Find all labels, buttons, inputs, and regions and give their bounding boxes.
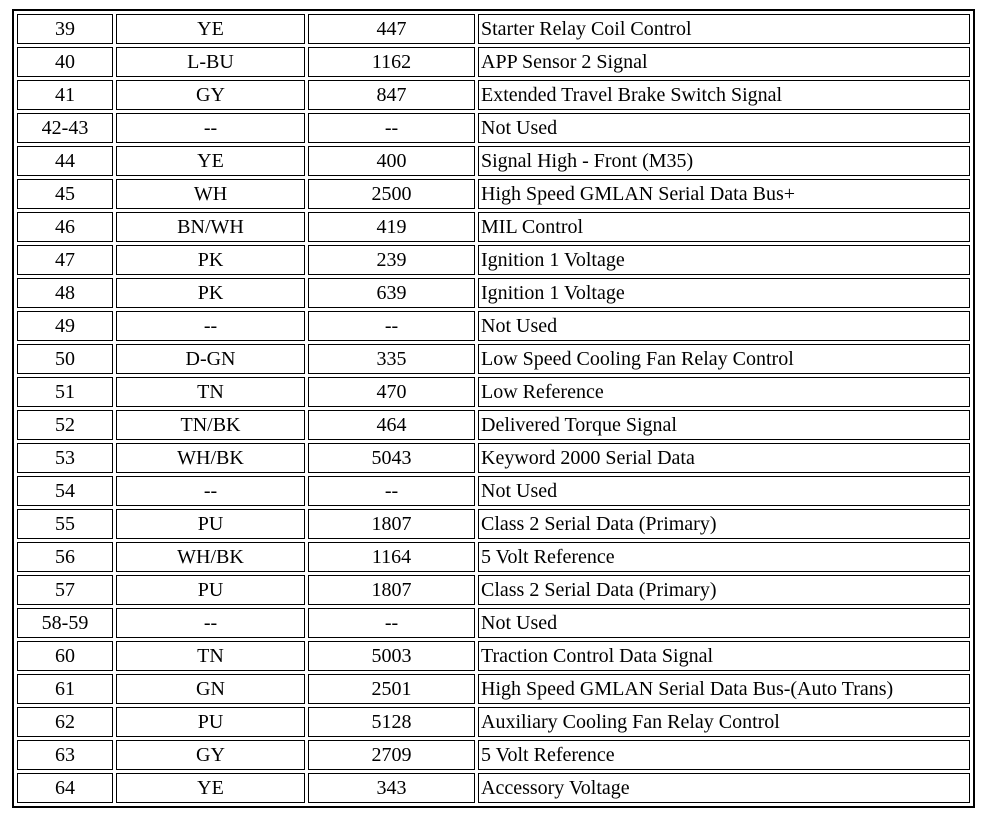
wire-color-cell: WH/BK [116,443,305,473]
wire-color-cell: WH [116,179,305,209]
circuit-number-cell: 1164 [308,542,475,572]
pin-function-cell: Ignition 1 Voltage [478,245,970,275]
circuit-number-cell: 419 [308,212,475,242]
table-row [17,707,970,737]
wire-color-cell: YE [116,773,305,803]
pin-number-cell: 57 [17,575,113,605]
circuit-number-cell: -- [308,608,475,638]
pin-function-cell: High Speed GMLAN Serial Data Bus-(Auto Trans) [478,674,970,704]
connector-pinout-table [12,9,975,808]
wire-color-cell: GY [116,740,305,770]
pin-number-cell: 50 [17,344,113,374]
table-row [17,608,970,638]
pin-number-cell: 53 [17,443,113,473]
circuit-number-cell: 2500 [308,179,475,209]
circuit-number-cell: 343 [308,773,475,803]
circuit-number-cell: 5128 [308,707,475,737]
circuit-number-cell: 639 [308,278,475,308]
wire-color-cell: YE [116,14,305,44]
table-row [17,542,970,572]
table-row [17,443,970,473]
pin-function-cell: Extended Travel Brake Switch Signal [478,80,970,110]
pin-number-cell: 55 [17,509,113,539]
pin-function-cell: Not Used [478,608,970,638]
table-row [17,575,970,605]
wire-color-cell: TN/BK [116,410,305,440]
table-row [17,740,970,770]
table-row [17,377,970,407]
wire-color-cell: PK [116,278,305,308]
table-row [17,410,970,440]
table-row [17,113,970,143]
pin-number-cell: 49 [17,311,113,341]
circuit-number-cell: 470 [308,377,475,407]
circuit-number-cell: 2501 [308,674,475,704]
wire-color-cell: TN [116,377,305,407]
circuit-number-cell: -- [308,311,475,341]
wire-color-cell: PK [116,245,305,275]
pin-function-cell: Auxiliary Cooling Fan Relay Control [478,707,970,737]
table-row [17,146,970,176]
pin-number-cell: 61 [17,674,113,704]
pin-number-cell: 60 [17,641,113,671]
pin-function-cell: Ignition 1 Voltage [478,278,970,308]
pin-number-cell: 47 [17,245,113,275]
wire-color-cell: -- [116,608,305,638]
wire-color-cell: -- [116,311,305,341]
table-row [17,674,970,704]
wire-color-cell: D-GN [116,344,305,374]
pin-number-cell: 54 [17,476,113,506]
pin-function-cell: Low Reference [478,377,970,407]
pinout-grid [14,11,973,806]
pin-function-cell: Low Speed Cooling Fan Relay Control [478,344,970,374]
pin-function-cell: Class 2 Serial Data (Primary) [478,509,970,539]
table-row [17,773,970,803]
table-row [17,311,970,341]
pin-function-cell: 5 Volt Reference [478,542,970,572]
pin-number-cell: 46 [17,212,113,242]
wire-color-cell: -- [116,476,305,506]
wire-color-cell: GY [116,80,305,110]
pin-function-cell: Class 2 Serial Data (Primary) [478,575,970,605]
pin-number-cell: 40 [17,47,113,77]
pin-function-cell: Signal High - Front (M35) [478,146,970,176]
pin-number-cell: 64 [17,773,113,803]
pin-function-cell: 5 Volt Reference [478,740,970,770]
pin-function-cell: Accessory Voltage [478,773,970,803]
pin-number-cell: 44 [17,146,113,176]
pin-number-cell: 52 [17,410,113,440]
circuit-number-cell: 1807 [308,509,475,539]
wire-color-cell: GN [116,674,305,704]
pin-function-cell: MIL Control [478,212,970,242]
circuit-number-cell: 1162 [308,47,475,77]
wire-color-cell: TN [116,641,305,671]
circuit-number-cell: -- [308,113,475,143]
pin-number-cell: 42-43 [17,113,113,143]
wire-color-cell: PU [116,509,305,539]
table-row [17,179,970,209]
table-row [17,80,970,110]
pin-number-cell: 51 [17,377,113,407]
pin-function-cell: Keyword 2000 Serial Data [478,443,970,473]
wire-color-cell: -- [116,113,305,143]
pin-function-cell: Not Used [478,113,970,143]
circuit-number-cell: 1807 [308,575,475,605]
pin-function-cell: High Speed GMLAN Serial Data Bus+ [478,179,970,209]
circuit-number-cell: 464 [308,410,475,440]
wire-color-cell: PU [116,707,305,737]
table-row [17,344,970,374]
pin-function-cell: Starter Relay Coil Control [478,14,970,44]
circuit-number-cell: 335 [308,344,475,374]
pin-function-cell: APP Sensor 2 Signal [478,47,970,77]
wire-color-cell: BN/WH [116,212,305,242]
table-row [17,212,970,242]
pinout-rows [17,14,970,803]
circuit-number-cell: 5003 [308,641,475,671]
pin-number-cell: 62 [17,707,113,737]
circuit-number-cell: -- [308,476,475,506]
wire-color-cell: L-BU [116,47,305,77]
table-row [17,245,970,275]
wire-color-cell: PU [116,575,305,605]
circuit-number-cell: 5043 [308,443,475,473]
circuit-number-cell: 847 [308,80,475,110]
table-row [17,278,970,308]
table-row [17,641,970,671]
pin-number-cell: 48 [17,278,113,308]
table-row [17,476,970,506]
table-row [17,509,970,539]
pin-function-cell: Delivered Torque Signal [478,410,970,440]
pin-number-cell: 58-59 [17,608,113,638]
table-row [17,14,970,44]
pin-number-cell: 56 [17,542,113,572]
pin-number-cell: 39 [17,14,113,44]
pin-function-cell: Not Used [478,311,970,341]
wire-color-cell: YE [116,146,305,176]
circuit-number-cell: 400 [308,146,475,176]
table-row [17,47,970,77]
pin-number-cell: 45 [17,179,113,209]
pin-number-cell: 41 [17,80,113,110]
circuit-number-cell: 447 [308,14,475,44]
wire-color-cell: WH/BK [116,542,305,572]
pin-number-cell: 63 [17,740,113,770]
circuit-number-cell: 2709 [308,740,475,770]
pin-function-cell: Not Used [478,476,970,506]
circuit-number-cell: 239 [308,245,475,275]
pin-function-cell: Traction Control Data Signal [478,641,970,671]
